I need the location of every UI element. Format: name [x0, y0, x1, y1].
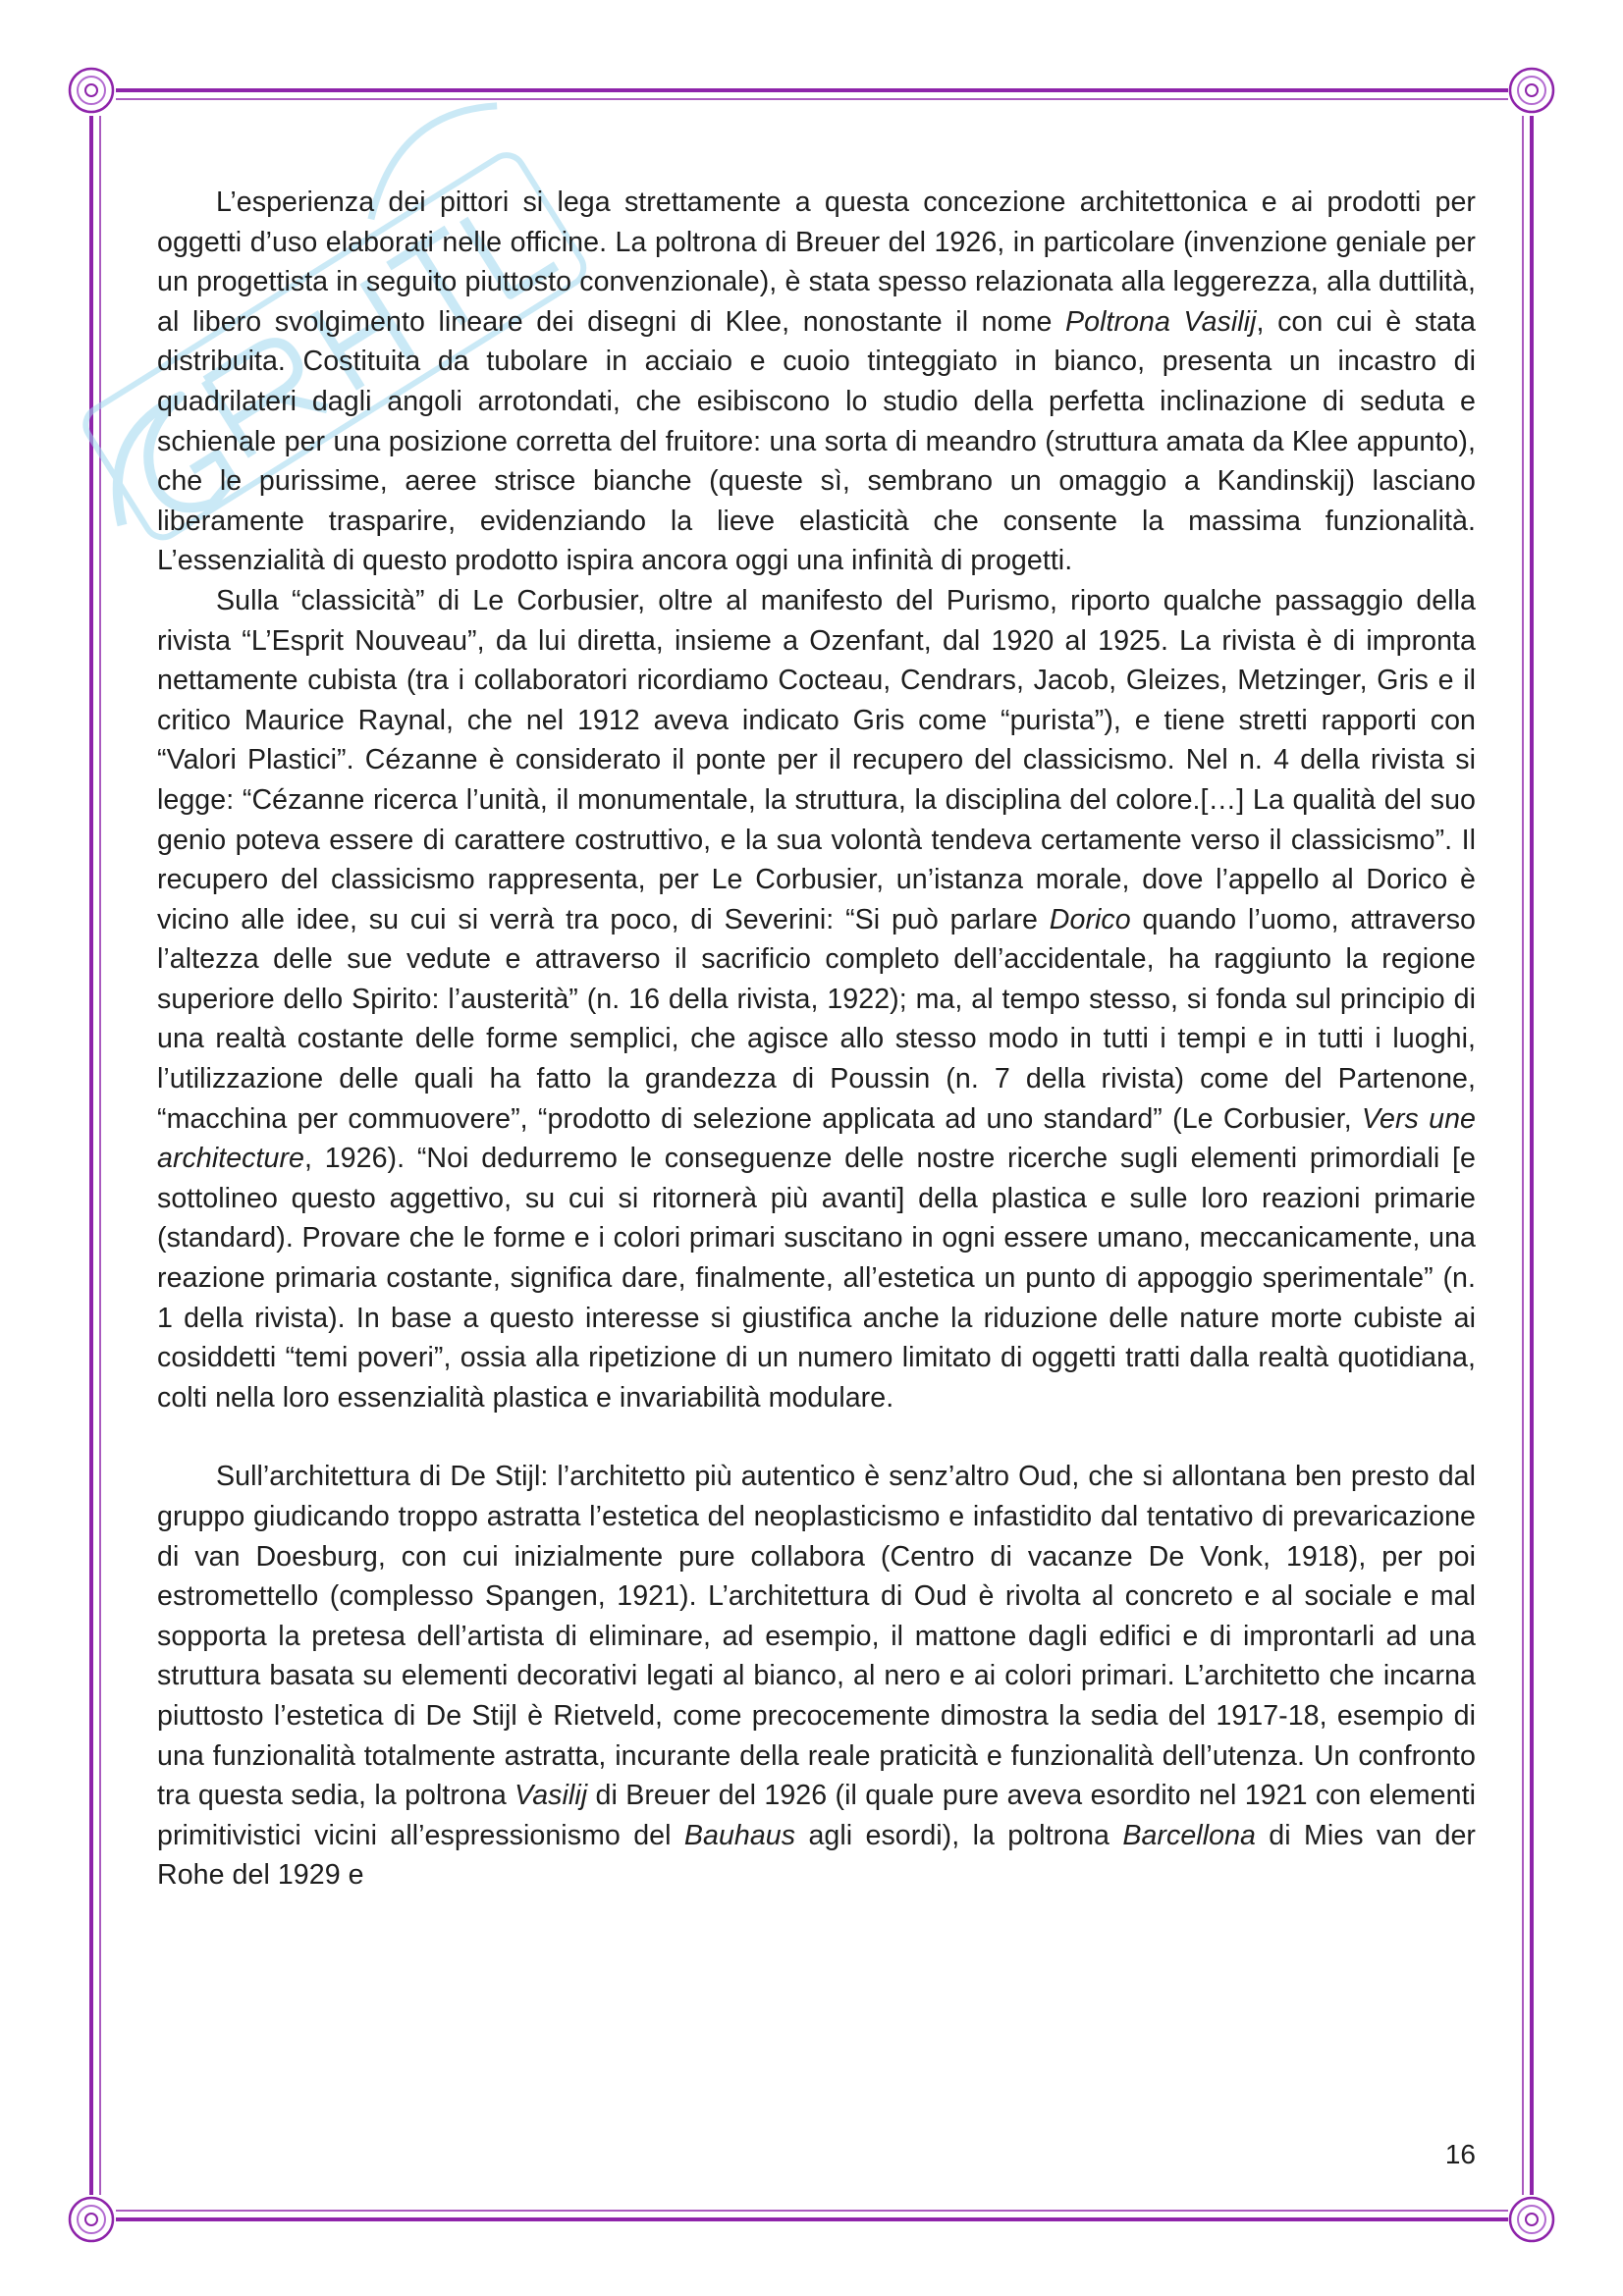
italic-title-text: Dorico	[1049, 903, 1131, 935]
paragraph-text: , 1926). “Noi dedurremo le conseguenze delle nostre ricerche sugli elementi primordiali [e sottolineo questo aggettivo, su cui si ritornerà più avanti] della plastica e sulle loro reazioni primarie (standard). Provare che le forme e i colori primari suscitano in ogni essere umano, meccanicamente, una reazione primaria costante, significa dare, finalmente, all’estetica un punto di appoggio sperimentale” (n. 1 della rivista). In base a questo interesse si giustifica anche la riduzione delle nature morte cubiste ai cosiddetti “temi poveri”, ossia alla ripetizione di un numero limitato di oggetti tratti dalla realtà quotidiana, colti nella loro essenzialità plastica e invariabilità modulare.	[157, 1143, 1476, 1414]
paragraph-text: , con cui è stata distribuita. Costituita da tubolare in acciaio e cuoio tinteggiato in bianco, presenta un incastro di quadrilateri dagli angoli arrotondati, che esibiscono lo studio della perfetta inclinazione di seduta e schienale per una posizione corretta del fruitore: una sorta di meandro (struttura amata da Klee appunto), che le purissime, aeree strisce bianche (queste sì, sembrano un omaggio a Kandinskij) lasciano liberamente trasparire, evidenziando la lieve elasticità che consente la massima funzionalità. L’essenzialità di questo prodotto ispira ancora oggi una infinità di progetti.	[157, 305, 1476, 577]
page-number: 16	[1444, 2139, 1476, 2169]
circle-ornament-icon	[70, 2198, 113, 2241]
document-body	[157, 183, 1476, 1896]
body-paragraph	[157, 183, 1476, 581]
italic-title-text: Barcellona	[1122, 1819, 1256, 1851]
italic-title-text: Vers une architecture	[157, 1102, 1476, 1175]
paragraph-text: L’esperienza dei pittori si lega strettamente a questa concezione architettonica e ai prodotti per oggetti d’uso elaborati nelle officine. La poltrona di Breuer del 1926, in particolare (invenzione geniale per un progettista in seguito piuttosto convenzionale), è stata spesso relazionata alla leggerezza, alla duttilità, al libero svolgimento lineare dei disegni di Klee, nonostante il nome	[157, 187, 1476, 338]
paragraph-text: agli esordi), la poltrona	[795, 1819, 1123, 1851]
body-paragraph	[157, 1457, 1476, 1896]
circle-ornament-icon	[1510, 69, 1553, 112]
paragraph-text: di Breuer del 1926 (il quale pure aveva esordito nel 1921 con elementi primitivistici vicini all’espressionismo del	[157, 1780, 1476, 1851]
paragraph-text: quando l’uomo, attraverso l’altezza delle sue vedute e attraverso il sacrificio completo dell’accidentale, ha raggiunto la regione superiore dello Spirito: l’austerità” (n. 16 della rivista, 1922); ma, al tempo stesso, si fonda sul principio di una realtà costante delle forme semplici, che agisce allo stesso modo in tutti i tempi e in tutti i luoghi, l’utilizzazione delle quali ha fatto la grandezza di Poussin (n. 7 della rivista) come del Partenone, “macchina per commuovere”, “prodotto di selezione applicata ad uno standard” (Le Corbusier,	[157, 903, 1477, 1135]
italic-title-text: Poltrona Vasilij	[1065, 305, 1257, 338]
italic-title-text: Bauhaus	[683, 1819, 796, 1851]
italic-title-text: Vasilij	[514, 1780, 588, 1812]
paragraph-text: di Mies van der Rohe del 1929 e	[157, 1819, 1476, 1892]
paragraph-text: Sulla “classicità” di Le Corbusier, oltre al manifesto del Purismo, riporto qualche passaggio della rivista “L’Esprit Nouveau”, da lui diretta, insieme a Ozenfant, dal 1920 al 1925. La rivista è di impronta nettamente cubista (tra i collaboratori ricordiamo Cocteau, Cendrars, Jacob, Gleizes, Metzinger, Gris e il critico Maurice Raynal, che nel 1912 aveva indicato Gris come “purista”), e tiene stretti rapporti con “Valori Plastici”. Cézanne è considerato il ponte per il recupero del classicismo. Nel n. 4 della rivista si legge: “Cézanne ricerca l’unità, il monumentale, la struttura, la disciplina del colore.[…] La qualità del suo genio poteva essere di carattere costruttivo, e la sua volontà tendeva certamente verso il classicismo”. Il recupero del classicismo rappresenta, per Le Corbusier, un’istanza morale, dove l’appello al Dorico è vicino alle idee, su cui si verrà tra poco, di Severini: “Si può parlare	[157, 584, 1476, 935]
circle-ornament-icon	[1510, 2198, 1553, 2241]
body-paragraph	[157, 581, 1476, 1417]
paragraph-text: Sull’architettura di De Stijl: l’architetto più autentico è senz’altro Oud, che si allontana ben presto dal gruppo giudicando troppo astratta l’estetica del neoplasticismo e infastidito dal tentativo di prevaricazione di van Doesburg, con cui inizialmente pure collabora (Centro di vacanze De Vonk, 1918), per poi estromettello (complesso Spangen, 1921). L’architettura di Oud è rivolta al concreto e al sociale e mal sopporta la pretesa dell’artista di eliminare, ad esempio, il mattone dagli edifici e di improntarli ad una struttura basata su elementi decorativi legati al bianco, al nero e ai colori primari. L’architetto che incarna piuttosto l’estetica di De Stijl è Rietveld, come precocemente dimostra la sedia del 1917-18, esempio di una funzionalità totalmente astratta, incurante della reale praticità e funzionalità dell’utenza. Un confronto tra questa sedia, la poltrona	[157, 1461, 1476, 1812]
